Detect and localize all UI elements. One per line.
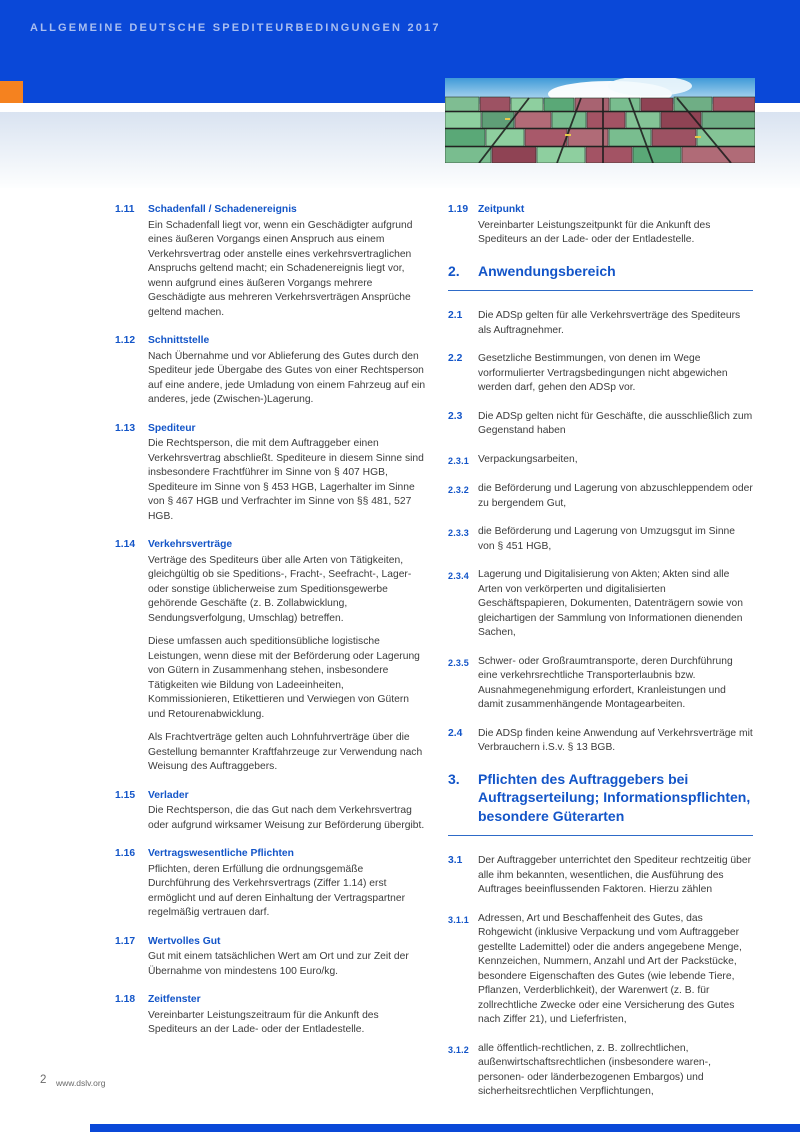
clause-1.14 [115,538,426,775]
section-heading-row [448,262,753,281]
clause-1.12 [115,334,426,408]
section-heading-3. [448,770,753,837]
clause-paragraph: die Beförderung und Lagerung von Umzugsgut im Sinne von § 451 HGB, [478,526,736,552]
document-title: ALLGEMEINE DEUTSCHE SPEDITEURBEDINGUNGEN 2017 [30,22,441,34]
clause-1.15 [115,789,426,834]
clause-number: 2.3.5 [448,657,470,668]
clause-body [148,847,426,921]
clause-paragraph: Die ADSp finden keine Anwendung auf Verkehrsverträge mit Verbrauchern i.S.v. § 13 BGB. [478,727,753,753]
clause-paragraph: alle öffentlich-rechtlichen, z. B. zollrechtlichen, außenwirtschaftsrechtlichen (insbesondere waren-, personen- oder länderbezogenen Embargos) und sicherheitsrechtlichen Verpflichtungen, [478,1042,711,1097]
clause-body [148,334,426,408]
clause-body [478,410,753,439]
clause-body [148,538,426,775]
clause-paragraph: Verpackungsarbeiten, [478,453,578,465]
footer-website: www.dslv.org [56,1078,106,1088]
section-number: 2. [448,262,460,279]
section-heading-2. [448,262,753,292]
clause-body [478,854,753,898]
clause-number: 2.3.1 [448,455,470,466]
container-stack-photo [445,78,755,163]
clause-body [478,309,753,338]
clause-body [478,1042,753,1100]
clause-paragraph: Als Frachtverträge gelten auch Lohnfuhrverträge über die Gestellung bemannter Kraftfahrzeuge zur Verwendung nach Weisung des Auftraggebers. [148,732,423,772]
section-title: Pflichten des Auftraggebers bei Auftragserteilung; Informationspflichten, besondere Güterarten [478,770,751,824]
clause-paragraph: Lagerung und Digitalisierung von Akten; Akten sind alle Arten von verkörperten und digitalisierten Geschäftspapieren, Dokumenten, Datenträgern sowie von gleichartigen der Sammlung von Informationen dienenden Sachen, [478,569,744,638]
page-number: 2 [40,1074,47,1086]
clause-heading: Vertragswesentliche Pflichten [148,848,294,859]
left-column [115,203,426,1052]
clause-number: 1.16 [115,848,136,859]
clause-1.13 [115,422,426,525]
clause-heading: Spediteur [148,422,196,434]
clause-body [148,203,426,320]
clause-number: 2.3.2 [448,485,470,495]
clause-paragraph: Schwer- oder Großraumtransporte, deren Durchführung eine verkehrsrechtliche Transporterlaubnis bzw. Ausnahmegenehmigung erfordert, Kranleistungen und damit zusammenhängende Montagearbeiten. [478,655,733,710]
clause-body [478,482,753,511]
clause-paragraph: Die ADSp gelten für alle Verkehrsverträge des Spediteurs als Auftragnehmer. [478,310,741,336]
clause-paragraph: Verträge des Spediteurs über alle Arten von Tätigkeiten, gleichgültig ob sie Speditions-, Fracht-, Seefracht-, Lager- oder sonstige üblicherweise zum Speditionsgewerbe gehörende Geschäfte (z. B. Zollabwicklung, Sendungsverfolgung, Umschlag) betreffen. [148,554,412,624]
clause-1.18 [115,993,426,1038]
clause-number: 1.12 [115,335,136,346]
clause-paragraph: Vereinbarter Leistungszeitraum für die Ankunft des Spediteurs an der Lade- oder der Entladestelle. [148,1009,379,1035]
clause-body [478,453,753,469]
clause-2.3 [448,410,753,439]
clause-paragraph: Vereinbarter Leistungszeitpunkt für die Ankunft des Spediteurs an der Lade- oder der Entladestelle. [478,219,711,245]
clause-paragraph: Gut mit einem tatsächlichen Wert am Ort und zur Zeit der Übernahme von mindestens 100 Euro/kg. [148,951,409,977]
clause-body [478,525,753,554]
clause-number: 2.3 [448,410,463,422]
clause-body [478,727,753,756]
clause-number: 2.4 [448,727,463,739]
clause-body [148,993,426,1038]
section-number: 3. [448,770,460,787]
clause-paragraph: Ein Schadenfall liegt vor, wenn ein Geschädigter aufgrund eines äußeren Vorgangs einen Anspruch aus einem Verkehrsvertrag oder anstelle eines verkehrsvertraglichen Anspruchs geltend macht; ein Schadenereignis liegt vor, wenn aufgrund eines äußeren Vorgangs mehrere Geschädigte aus mehreren Verkehrsverträgen Ansprüche geltend machen. [148,219,413,318]
clause-1.17 [115,935,426,980]
clause-number: 3.1.1 [448,914,470,925]
footer-band [90,1124,800,1132]
section-rule [448,835,753,836]
clause-number: 1.15 [115,789,136,801]
clause-1.16 [115,847,426,921]
clause-heading: Schnittstelle [148,335,210,346]
clause-paragraph: Die Rechtsperson, die das Gut nach dem Verkehrsvertrag oder aufgrund wirksamer Weisung zur Beförderung übergibt. [148,805,425,831]
clause-number: 1.18 [115,994,136,1005]
clause-3.1.2 [448,1042,753,1100]
clause-heading: Schadenfall / Schadenereignis [148,204,297,215]
clause-paragraph: Pflichten, deren Erfüllung die ordnungsgemäße Durchführung des Verkehrsvertrags (Ziffer 1.14) erst ermöglicht und auf deren Einhaltung der Vertragspartner regelmäßig vertrauen darf. [148,863,406,918]
clause-heading: Verlader [148,789,189,801]
clause-heading: Verkehrsverträge [148,539,233,550]
clause-body [478,568,753,641]
clause-2.3.5 [448,655,753,713]
clause-body [478,655,753,713]
clause-3.1.1 [448,912,753,1028]
clause-number: 2.3.3 [448,528,470,538]
clause-number: 2.1 [448,310,463,321]
clause-2.3.2 [448,482,753,511]
right-column [448,203,753,1114]
clause-body [148,422,426,525]
clause-number: 3.1 [448,855,463,866]
clause-number: 1.11 [115,204,135,215]
clause-2.1 [448,309,753,338]
section-title: Anwendungsbereich [478,262,616,279]
clause-heading: Zeitpunkt [478,204,525,215]
clause-2.3.3 [448,525,753,554]
clause-number: 1.17 [115,935,136,947]
clause-body [148,935,426,980]
clause-paragraph: Diese umfassen auch speditionsübliche logistische Leistungen, wenn diese mit der Beförderung oder Lagerung von Gütern in Zusammenhang stehen, insbesondere Tätigkeiten wie Bildung von Ladeeinheiten, Kommissionieren, Etikettieren und Verwiegen von Gütern und Retourenabwicklung. [148,636,420,720]
clause-paragraph: die Beförderung und Lagerung von abzuschleppendem oder zu bergendem Gut, [478,483,753,509]
clause-body [478,203,753,248]
clause-number: 2.3.4 [448,571,470,581]
clause-number: 3.1.2 [448,1044,470,1055]
orange-accent-square [0,81,23,103]
section-heading-row [448,770,753,826]
clause-1.19 [448,203,753,248]
clause-heading: Zeitfenster [148,994,201,1005]
clause-number: 1.14 [115,539,136,550]
clause-2.3.1 [448,453,753,469]
clause-paragraph: Gesetzliche Bestimmungen, von denen im Wege vorformulierter Vertragsbedingungen nicht abgewichen werden darf, gehen den ADSp vor. [478,353,728,393]
clause-body [478,912,753,1028]
clause-body [148,789,426,834]
clause-number: 1.19 [448,204,469,215]
clause-1.11 [115,203,426,320]
clause-body [478,352,753,396]
clause-paragraph: Die ADSp gelten nicht für Geschäfte, die ausschließlich zum Gegenstand haben [478,410,753,436]
clause-paragraph: Nach Übernahme und vor Ablieferung des Gutes durch den Spediteur jede Übergabe des Gutes von einer Rechtsperson auf eine andere, jede Umladung von einem Fahrzeug auf ein anderes, jede (Zwischen-)Lagerung. [148,350,426,405]
clause-paragraph: Die Rechtsperson, die mit dem Auftraggeber einen Verkehrsvertrag abschließt. Spediteure in diesem Sinne sind insbesondere Frachtführer im Sinne von § 407 HGB, Spediteure im Sinne von § 453 HGB, Lagerhalter im Sinne von § 467 HGB und Verfrachter im Sinne von §§ 481, 527 HGB. [148,438,424,522]
clause-2.2 [448,352,753,396]
clause-2.3.4 [448,568,753,641]
clause-heading: Wertvolles Gut [148,935,221,947]
clause-paragraph: Der Auftraggeber unterrichtet den Spediteur rechtzeitig über alle ihm bekannten, wesentlichen, die Ausführung des Auftrages beeinflussenden Faktoren. Hierzu zählen [478,855,752,895]
clause-number: 2.2 [448,353,463,364]
clause-paragraph: Adressen, Art und Beschaffenheit des Gutes, das Rohgewicht (inklusive Verpackung und vom Auftraggeber gestellte Lademittel) oder die anders angegebene Menge, Kennzeichen, Nummern, Anzahl und Art der Packstücke, besondere Eigenschaften des Gutes (wie lebende Tiere, Pflanzen, Verderblichkeit), der Warenwert (z. B. für zollrechtliche Zwecke oder eine Versicherung des Gutes nach Ziffer 21), und Lieferfristen, [478,912,742,1025]
section-rule [448,290,753,291]
clause-2.4 [448,727,753,756]
clause-number: 1.13 [115,422,136,434]
clause-3.1 [448,854,753,898]
